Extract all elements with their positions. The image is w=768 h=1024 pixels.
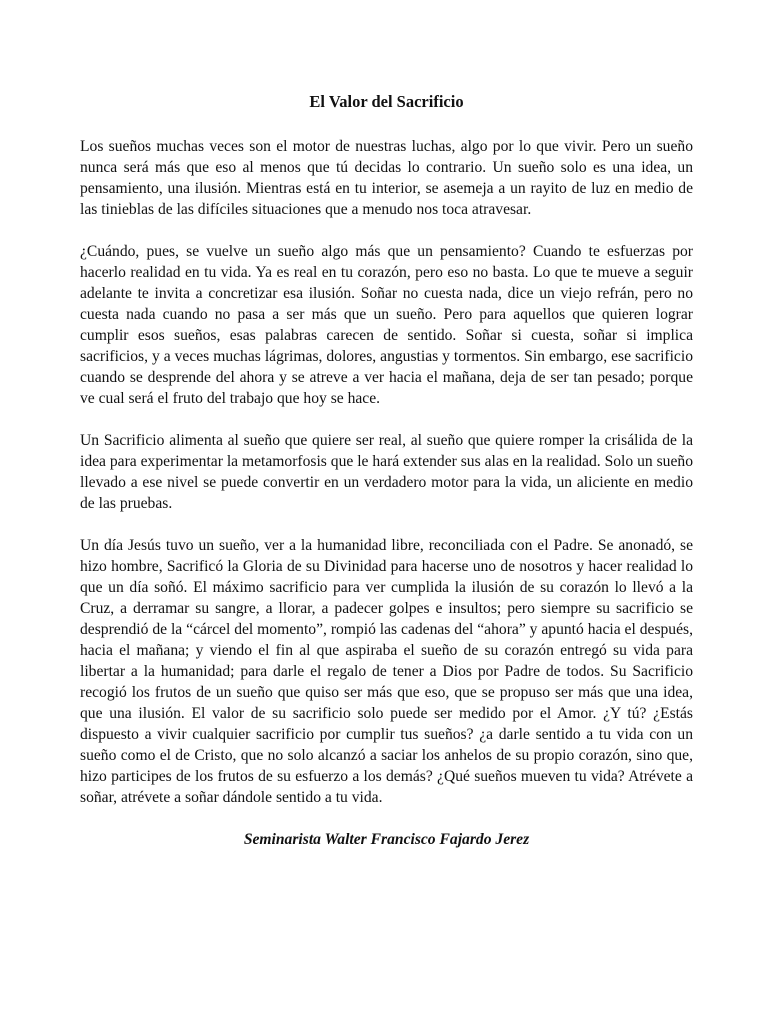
paragraph-2: ¿Cuándo, pues, se vuelve un sueño algo más que un pensamiento? Cuando te esfuerzas por hacerlo realidad en tu vida. Ya es real en tu corazón, pero eso no basta. Lo que te mueve a seguir adelante te invita a concretizar esa ilusión. Soñar no cuesta nada, dice un viejo refrán, pero no cuesta nada cuando no pasa a ser más que un sueño. Pero para aquellos que quieren lograr cumplir esos sueños, esas palabras carecen de sentido. Soñar si cuesta, soñar si implica sacrificios, y a veces muchas lágrimas, dolores, angustias y tormentos. Sin embargo, ese sacrificio cuando se desprende del ahora y se atreve a ver hacia el mañana, deja de ser tan pesado; porque ve cual será el fruto del trabajo que hoy se hace. (80, 243, 693, 407)
paragraph-1: Los sueños muchas veces son el motor de nuestras luchas, algo por lo que vivir. Pero un sueño nunca será más que eso al menos que tú decidas lo contrario. Un sueño solo es una idea, un pensamiento, una ilusión. Mientras está en tu interior, se asemeja a un rayito de luz en medio de las tinieblas de las difíciles situaciones que a menudo nos toca atravesar. (80, 138, 693, 218)
paragraph-3: Un Sacrificio alimenta al sueño que quiere ser real, al sueño que quiere romper la crisálida de la idea para experimentar la metamorfosis que le hará extender sus alas en la realidad. Solo un sueño llevado a ese nivel se puede convertir en un verdadero motor para la vida, un aliciente en medio de las pruebas. (80, 432, 693, 512)
document-page (80, 91, 693, 850)
author-signature: Seminarista Walter Francisco Fajardo Jerez (243, 831, 530, 848)
paragraph-4: Un día Jesús tuvo un sueño, ver a la humanidad libre, reconciliada con el Padre. Se anonadó, se hizo hombre, Sacrificó la Gloria de su Divinidad para hacerse uno de nosotros y hacer realidad lo que un día soñó. El máximo sacrificio para ver cumplida la ilusión de su corazón lo llevó a la Cruz, a derramar su sangre, a llorar, a padecer golpes e insultos; pero siempre su sacrificio se desprendió de la “cárcel del momento”, rompió las cadenas del “ahora” y apuntó hacia el después, hacia el mañana; y viendo el fin al que aspiraba el sueño de su corazón entregó su vida para libertar a la humanidad; para darle el regalo de tener a Dios por Padre de todos. Su Sacrificio recogió los frutos de un sueño que quiso ser más que eso, que se propuso ser más que una idea, que una ilusión. El valor de su sacrificio solo puede ser medido por el Amor. ¿Y tú? ¿Estás dispuesto a vivir cualquier sacrificio por cumplir tus sueños? ¿a darle sentido a tu vida con un sueño como el de Cristo, que no solo alcanzó a saciar los anhelos de su propio corazón, sino que, hizo participes de los frutos de su esfuerzo a los demás? ¿Qué sueños mueven tu vida? Atrévete a soñar, atrévete a soñar dándole sentido a tu vida. (80, 537, 693, 806)
document-title: El Valor del Sacrificio (309, 92, 464, 111)
